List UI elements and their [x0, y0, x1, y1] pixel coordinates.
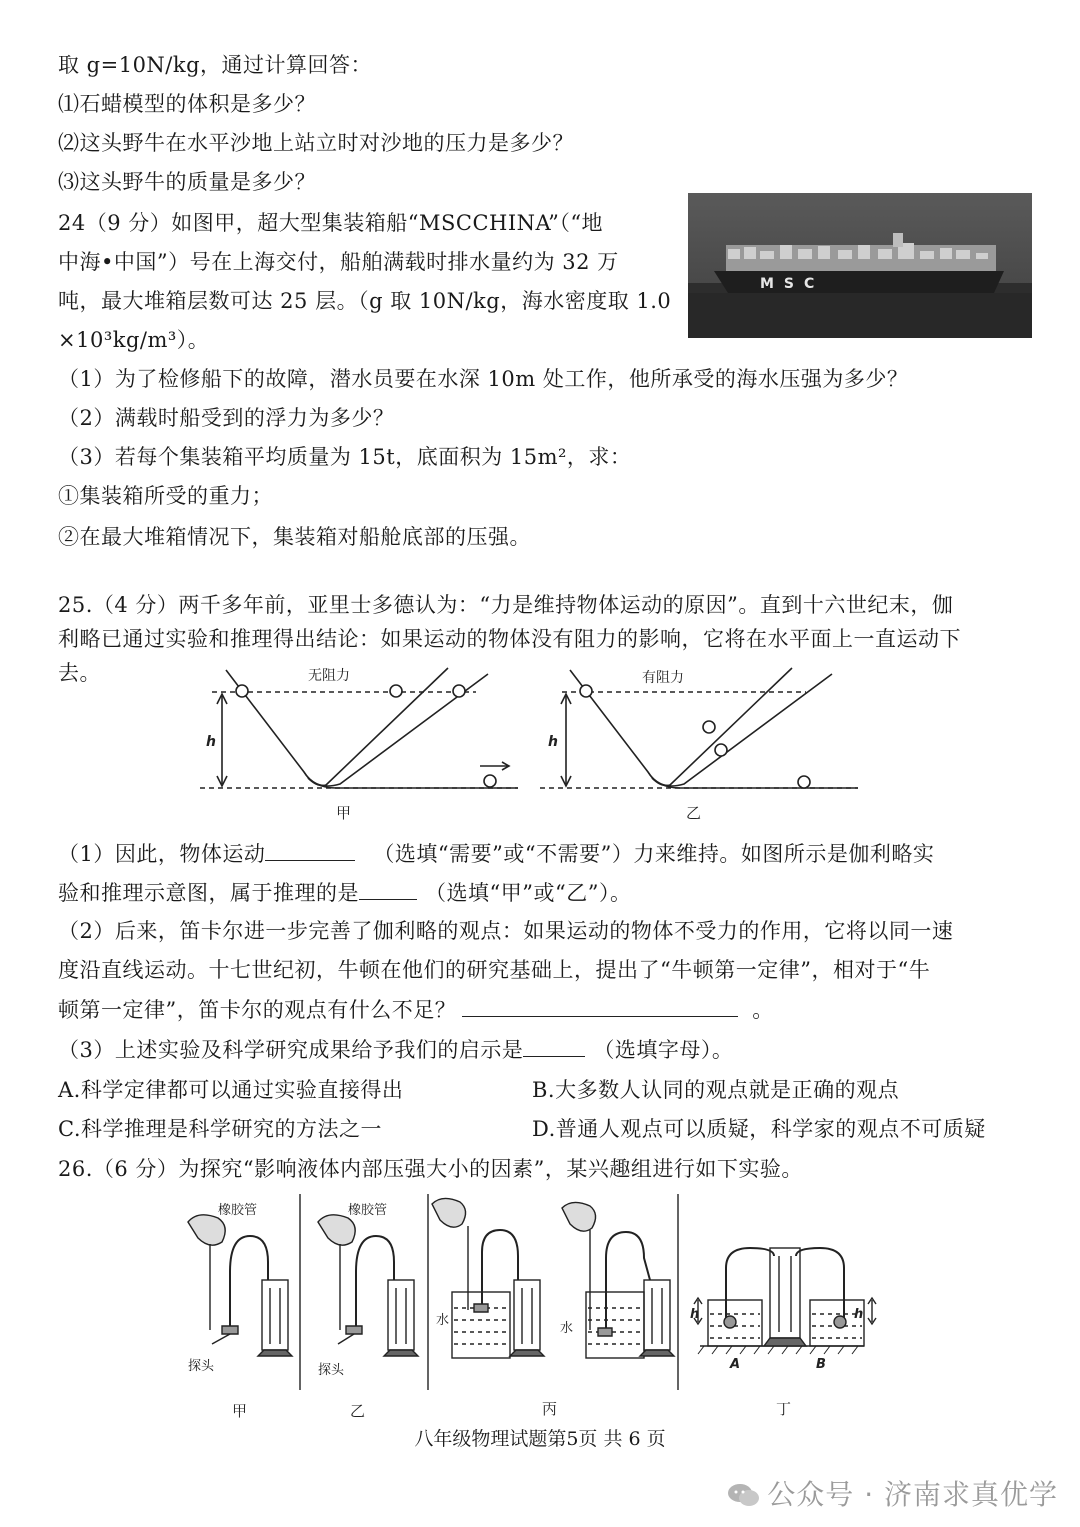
u-tube-jia	[262, 1280, 288, 1350]
q25-part2-line-3	[58, 994, 774, 1025]
answer-blank-4[interactable]	[523, 1034, 585, 1057]
answer-blank-3[interactable]	[462, 994, 738, 1017]
panel-label-ding: 丁	[776, 1400, 792, 1418]
hand-yi	[318, 1215, 355, 1245]
label-h-right: h	[854, 1307, 864, 1322]
label-water-1: 水	[436, 1313, 450, 1328]
ball-left-start	[236, 685, 248, 697]
q24-item-2: （2）满载时船受到的浮力为多少？	[58, 406, 395, 430]
q25-option-b: B.大多数人认同的观点就是正确的观点	[532, 1078, 900, 1102]
q24-line-4: ×10³kg/m³）。	[58, 328, 210, 352]
u-tube-ding	[770, 1248, 800, 1338]
watermark	[727, 1473, 1058, 1513]
page-footer: 八年级物理试题第5页 共 6 页	[414, 1428, 666, 1450]
q25-p1d: （选填“甲”或“乙”）。	[425, 881, 632, 905]
tube-bing-1	[482, 1230, 518, 1304]
u-tube-bing-1	[514, 1280, 540, 1350]
q25-line-2: 利略已通过实验和推理得出结论：如果运动的物体没有阻力的影响，它将在水平面上一直运动下	[58, 627, 961, 651]
q25-p1b: （选填“需要”或“不需要”）力来维持。如图所示是伽利略实	[373, 842, 935, 866]
u-tube-yi	[388, 1280, 414, 1350]
track-left-flat	[226, 670, 518, 788]
q25-p1c: 验和推理示意图，属于推理的是	[58, 881, 359, 905]
q25-p2c: 顿第一定律”，笛卡尔的观点有什么不足？	[58, 998, 457, 1022]
track-left-steep	[304, 668, 448, 785]
beaker-bing-2	[586, 1292, 644, 1358]
q25-option-c: C.科学推理是科学研究的方法之一	[58, 1117, 382, 1141]
probe-head-yi	[346, 1326, 362, 1334]
q24-line-2: 中海•中国”）号在上海交付，船舶满载时排水量约为 32 万	[58, 250, 619, 274]
label-h-left: h	[690, 1307, 700, 1322]
q23-item-2: ⑵这头野牛在水平沙地上站立时对沙地的压力是多少？	[58, 131, 574, 155]
probe-head-jia	[222, 1326, 238, 1334]
q24-item-4: ①集装箱所受的重力；	[58, 484, 273, 508]
q24-line-3: 吨，最大堆箱层数可达 25 层。（g 取 10N/kg，海水密度取 1.0	[58, 289, 672, 313]
q23-intro: 取 g=10N/kg，通过计算回答：	[58, 53, 373, 77]
label-tube-yi: 橡胶管	[348, 1203, 388, 1218]
ball-right-steep	[703, 721, 715, 733]
q25-part3-line	[58, 1034, 733, 1065]
pressure-experiment-figure	[170, 1192, 880, 1422]
hand-bing-2	[562, 1202, 596, 1231]
panel-label-bing: 丙	[542, 1400, 558, 1418]
label-probe-yi: 探头	[318, 1363, 345, 1378]
ball-left-steep	[390, 685, 402, 697]
track-right-gentle	[652, 674, 832, 786]
fig-h-right: h	[548, 734, 558, 750]
ball-right-start	[580, 685, 592, 697]
ship-hull-text: MSC	[760, 276, 825, 292]
ball-right-gentle	[715, 744, 727, 756]
galileo-figure	[196, 660, 876, 825]
answer-blank-1[interactable]	[265, 838, 355, 861]
q25-line-1: 25.（4 分）两千多年前，亚里士多德认为：“力是维持物体运动的原因”。直到十六世纪末，伽	[58, 593, 954, 617]
q26-intro: 26.（6 分）为探究“影响液体内部压强大小的因素”，某兴趣组进行如下实验。	[58, 1157, 803, 1181]
q24-item-5: ②在最大堆箱情况下，集装箱对船舱底部的压强。	[58, 525, 531, 549]
fig-h-left: h	[206, 734, 216, 750]
u-tube-bing-2	[644, 1280, 670, 1350]
fig-label-yi: 乙	[686, 804, 702, 822]
container-ship-photo	[688, 193, 1032, 338]
ball-left-flat	[484, 775, 496, 787]
q24-item-3: （3）若每个集装箱平均质量为 15t，底面积为 15m²，求：	[58, 445, 632, 469]
watermark-text: 公众号 · 济南求真优学	[767, 1478, 1058, 1511]
q23-item-3: ⑶这头野牛的质量是多少？	[58, 170, 316, 194]
q25-p1a: （1）因此，物体运动	[58, 842, 266, 866]
fig-title-friction: 有阻力	[642, 670, 684, 686]
q23-item-1: ⑴石蜡模型的体积是多少？	[58, 92, 316, 116]
q25-option-a: A.科学定律都可以通过实验直接得出	[58, 1078, 404, 1102]
q25-p2d: 。	[752, 998, 774, 1022]
tube-ding-right	[796, 1248, 844, 1320]
q24-line-1: 24（9 分）如图甲，超大型集装箱船“MSCCHINA”（“地	[58, 211, 604, 235]
ball-left-gentle	[453, 685, 465, 697]
wechat-icon	[727, 1483, 761, 1507]
label-water-2: 水	[560, 1321, 574, 1336]
q25-option-d: D.普通人观点可以质疑，科学家的观点不可质疑	[532, 1117, 986, 1141]
q25-part2-line-2: 度沿直线运动。十七世纪初，牛顿在他们的研究基础上，提出了“牛顿第一定律”，相对于“牛	[58, 958, 931, 982]
panel-label-jia: 甲	[232, 1402, 248, 1420]
ball-right-flat	[798, 776, 810, 788]
tube-ding-left	[726, 1248, 774, 1320]
fig-title-no-friction: 无阻力	[308, 668, 350, 684]
label-probe-jia: 探头	[188, 1359, 215, 1374]
label-a: A	[730, 1357, 741, 1372]
label-b: B	[816, 1357, 826, 1372]
answer-blank-2[interactable]	[359, 877, 417, 900]
q25-part1-line-2	[58, 877, 631, 908]
panel-label-yi: 乙	[350, 1402, 366, 1420]
hand-jia	[188, 1215, 225, 1245]
q25-part2-line-1: （2）后来，笛卡尔进一步完善了伽利略的观点：如果运动的物体不受力的作用，它将以同一速	[58, 919, 954, 943]
q24-item-1: （1）为了检修船下的故障，潜水员要在水深 10m 处工作，他所承受的海水压强为多少？	[58, 367, 909, 391]
q25-p3b: （选填字母）。	[593, 1038, 734, 1062]
label-tube-jia: 橡胶管	[218, 1203, 258, 1218]
fig-label-jia: 甲	[336, 804, 352, 822]
q25-part1-line-1	[58, 838, 934, 869]
q25-p3a: （3）上述实验及科学研究成果给予我们的启示是	[58, 1038, 524, 1062]
hand-bing-1	[432, 1198, 466, 1227]
q25-line-3: 去。	[58, 661, 101, 685]
